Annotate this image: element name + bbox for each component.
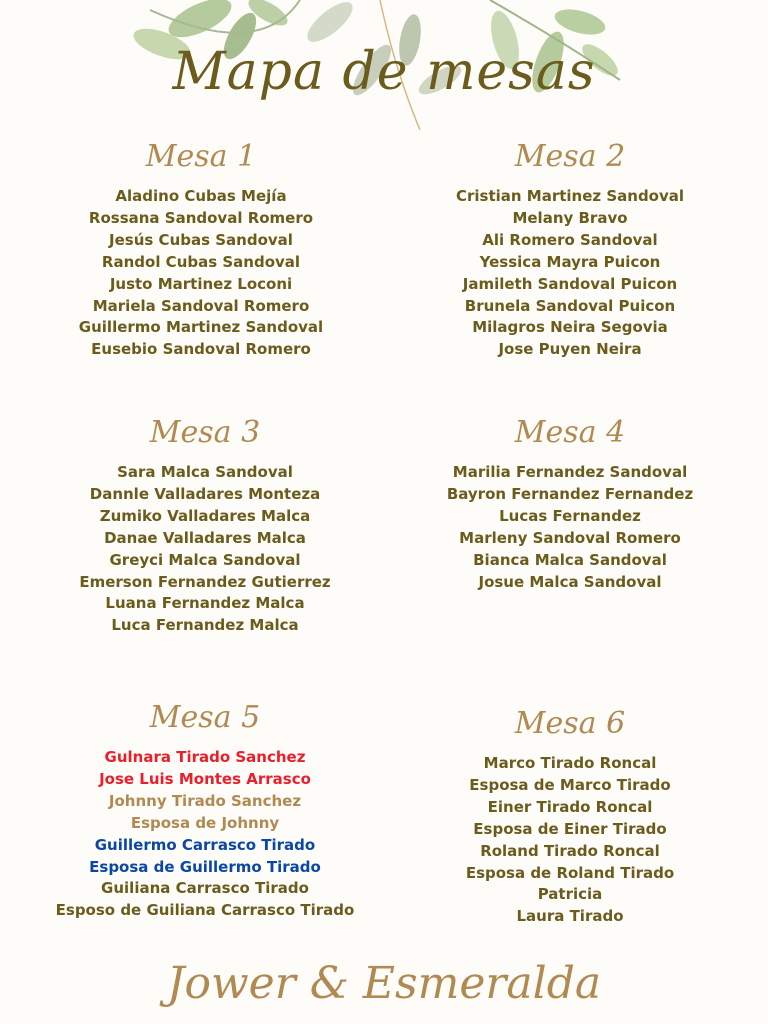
guest-name: Milagros Neira Segovia bbox=[472, 318, 668, 337]
guest-name: Marco Tirado Roncal bbox=[483, 754, 657, 772]
guest-name: Greyci Malca Sandoval bbox=[109, 550, 301, 569]
guest-name: Sara Malca Sandoval bbox=[117, 463, 293, 481]
guest-name: Cristian Martinez Sandoval bbox=[455, 187, 685, 205]
page-title: Mapa de mesas bbox=[172, 42, 596, 102]
guest-name: Melany Bravo bbox=[512, 208, 628, 227]
guest-name: Marilia Fernandez Sandoval bbox=[452, 463, 688, 481]
guest-name: Yessica Mayra Puicon bbox=[479, 252, 661, 271]
table-heading: Mesa 3 bbox=[149, 415, 261, 450]
guest-name: Dannle Valladares Monteza bbox=[89, 484, 321, 503]
table-heading: Mesa 2 bbox=[514, 139, 626, 174]
guest-name: Esposo de Guiliana Carrasco Tirado bbox=[55, 901, 355, 920]
guest-list bbox=[405, 753, 735, 928]
guest-name: Esposa de Einer Tirado bbox=[473, 819, 667, 838]
guest-name: Emerson Fernandez Gutierrez bbox=[79, 572, 331, 591]
guest-name: Eusebio Sandoval Romero bbox=[91, 340, 311, 359]
guest-name: Bayron Fernandez Fernandez bbox=[446, 484, 694, 503]
guest-name: Luana Fernandez Malca bbox=[105, 594, 305, 613]
couple-names: Jower & Esmeralda bbox=[166, 958, 602, 1009]
table-2 bbox=[405, 128, 735, 361]
guest-name: Ali Romero Sandoval bbox=[482, 230, 658, 249]
guest-name: Roland Tirado Roncal bbox=[480, 841, 660, 860]
guest-list bbox=[40, 462, 370, 637]
guest-name: Gulnara Tirado Sanchez bbox=[104, 748, 306, 766]
guest-name: Lucas Fernandez bbox=[499, 506, 641, 525]
guest-name: Johnny Tirado Sanchez bbox=[108, 791, 302, 810]
table-6 bbox=[405, 695, 735, 928]
guest-list bbox=[405, 186, 735, 361]
guest-name: Mariela Sandoval Romero bbox=[92, 296, 310, 315]
guest-list bbox=[405, 462, 735, 593]
guest-name: Marleny Sandoval Romero bbox=[459, 528, 681, 547]
guest-name: Guiliana Carrasco Tirado bbox=[101, 879, 309, 898]
guest-name: Esposa de Marco Tirado bbox=[469, 775, 671, 794]
guest-name: Guillermo Martinez Sandoval bbox=[78, 318, 324, 337]
guest-name: Zumiko Valladares Malca bbox=[99, 506, 311, 525]
table-heading: Mesa 1 bbox=[145, 139, 257, 174]
table-3 bbox=[40, 404, 370, 637]
guest-name: Randol Cubas Sandoval bbox=[101, 252, 301, 271]
guest-name: Justo Martinez Loconi bbox=[109, 274, 293, 293]
guest-name: Guillermo Carrasco Tirado bbox=[94, 835, 316, 854]
guest-name: Danae Valladares Malca bbox=[104, 528, 306, 547]
guest-name: Einer Tirado Roncal bbox=[487, 797, 653, 816]
guest-name: Luca Fernandez Malca bbox=[111, 616, 299, 635]
guest-name: Jamileth Sandoval Puicon bbox=[462, 274, 678, 293]
guest-name: Patricia bbox=[537, 885, 603, 904]
table-heading: Mesa 5 bbox=[149, 700, 261, 735]
guest-name: Jesús Cubas Sandoval bbox=[109, 230, 293, 249]
guest-name: Josue Malca Sandoval bbox=[478, 572, 662, 591]
table-5 bbox=[40, 689, 370, 922]
guest-name: Bianca Malca Sandoval bbox=[473, 550, 667, 569]
guest-name: Brunela Sandoval Puicon bbox=[464, 296, 676, 315]
table-1 bbox=[36, 128, 366, 361]
guest-list bbox=[40, 747, 370, 922]
guest-name: Esposa de Roland Tirado bbox=[465, 863, 675, 882]
guest-name: Esposa de Johnny bbox=[130, 813, 280, 832]
table-heading: Mesa 4 bbox=[514, 415, 626, 450]
guest-name: Jose Luis Montes Arrasco bbox=[99, 769, 311, 788]
guest-name: Laura Tirado bbox=[516, 907, 624, 926]
table-4 bbox=[405, 404, 735, 593]
guest-name: Esposa de Guillermo Tirado bbox=[89, 857, 321, 876]
table-heading: Mesa 6 bbox=[514, 706, 626, 741]
guest-name: Jose Puyen Neira bbox=[498, 340, 642, 359]
guest-name: Aladino Cubas Mejía bbox=[115, 187, 287, 205]
guest-list bbox=[36, 186, 366, 361]
guest-name: Rossana Sandoval Romero bbox=[88, 208, 314, 227]
